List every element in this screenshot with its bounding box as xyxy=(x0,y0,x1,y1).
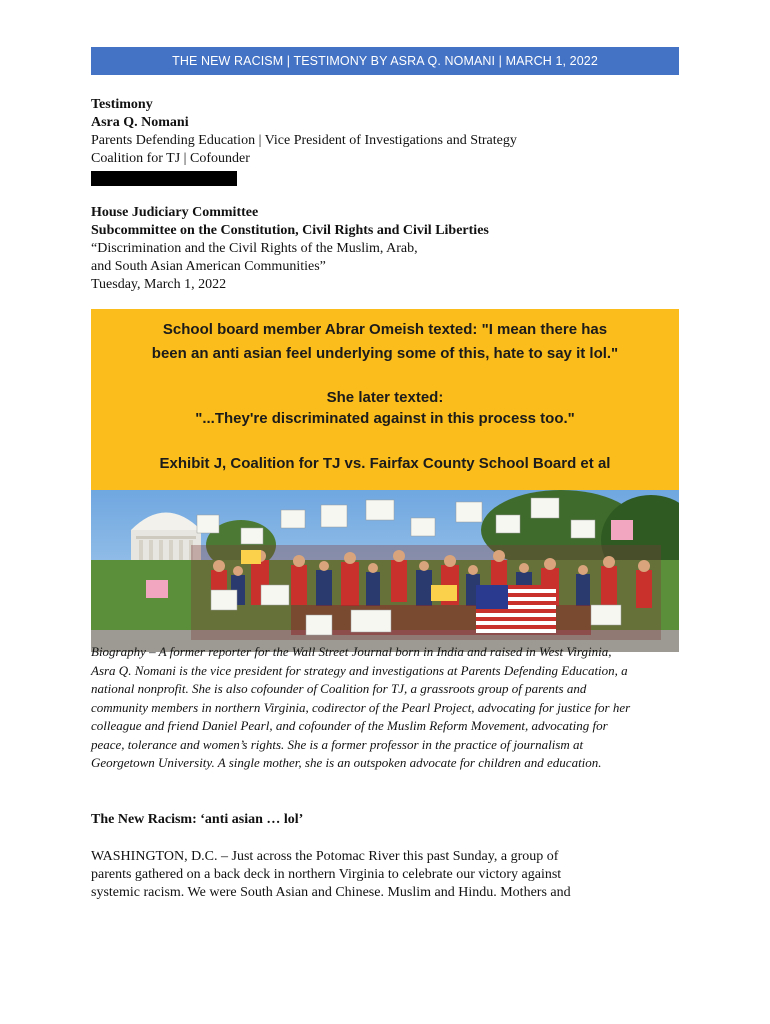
article-line: parents gathered on a back deck in northern Virginia to celebrate our victory against xyxy=(91,867,562,882)
article-line: systemic racism. We were South Asian and Chinese. Muslim and Hindu. Mothers and xyxy=(91,885,571,900)
article-heading: The New Racism: ‘anti asian … lol’ xyxy=(91,812,304,827)
hearing-block xyxy=(91,204,691,294)
biography-line: Asra Q. Nomani is the vice president for strategy and investigations at Parents Defending Education, a xyxy=(91,662,628,678)
rally-photo xyxy=(91,490,679,652)
banner-quote-line-4: "...They're discriminated against in this process too." xyxy=(195,410,575,427)
hearing-date: Tuesday, March 1, 2022 xyxy=(91,277,227,292)
biography-line: Georgetown University. A single mother, she is an outspoken advocate for children and education. xyxy=(91,755,602,770)
testimony-label: Testimony xyxy=(91,97,153,112)
exhibit-banner xyxy=(91,309,679,490)
redaction-bar xyxy=(91,171,237,186)
hearing-title-line-1: “Discrimination and the Civil Rights of the Muslim, Arab, xyxy=(91,241,418,256)
author-block xyxy=(91,96,691,168)
american-flag xyxy=(476,585,556,633)
biography xyxy=(91,643,691,773)
biography-line: national nonprofit. She is also cofounder of Coalition for TJ, a grassroots group of parents and xyxy=(91,681,587,696)
biography-line: community members in northern Virginia, codirector of the Pearl Project, advocating for justice for her xyxy=(91,699,631,715)
hearing-title-line-2: and South Asian American Communities” xyxy=(91,259,326,274)
biography-line: Biography – A former reporter for the Wall Street Journal born in India and raised in West Virginia, xyxy=(91,644,612,659)
document-header-bar xyxy=(91,47,679,75)
biography-line: peace, tolerance and women’s rights. She is a former professor in the practice of journalism at xyxy=(91,736,584,752)
author-name: Asra Q. Nomani xyxy=(91,115,189,130)
document-header-title: THE NEW RACISM | TESTIMONY BY ASRA Q. NOMANI | MARCH 1, 2022 xyxy=(172,54,598,68)
exhibit-image xyxy=(91,309,679,652)
article-line: WASHINGTON, D.C. – Just across the Potomac River this past Sunday, a group of xyxy=(91,849,559,864)
banner-exhibit-caption: Exhibit J, Coalition for TJ vs. Fairfax County School Board et al xyxy=(159,455,611,472)
author-role-1: Parents Defending Education | Vice President of Investigations and Strategy xyxy=(91,133,517,148)
committee-name: House Judiciary Committee xyxy=(91,205,259,220)
article-body xyxy=(91,848,571,902)
biography-line: colleague and friend Daniel Pearl, and cofounder of the Muslim Reform Movement, advocating for xyxy=(91,718,608,733)
banner-quote-line-2: been an anti asian feel underlying some of this, hate to say it lol." xyxy=(151,345,619,362)
banner-quote-line-1: School board member Abrar Omeish texted: "I mean there has xyxy=(162,321,608,338)
banner-quote-line-3: She later texted: xyxy=(326,389,444,406)
subcommittee-name: Subcommittee on the Constitution, Civil Rights and Civil Liberties xyxy=(91,223,489,238)
author-role-2: Coalition for TJ | Cofounder xyxy=(91,151,250,166)
